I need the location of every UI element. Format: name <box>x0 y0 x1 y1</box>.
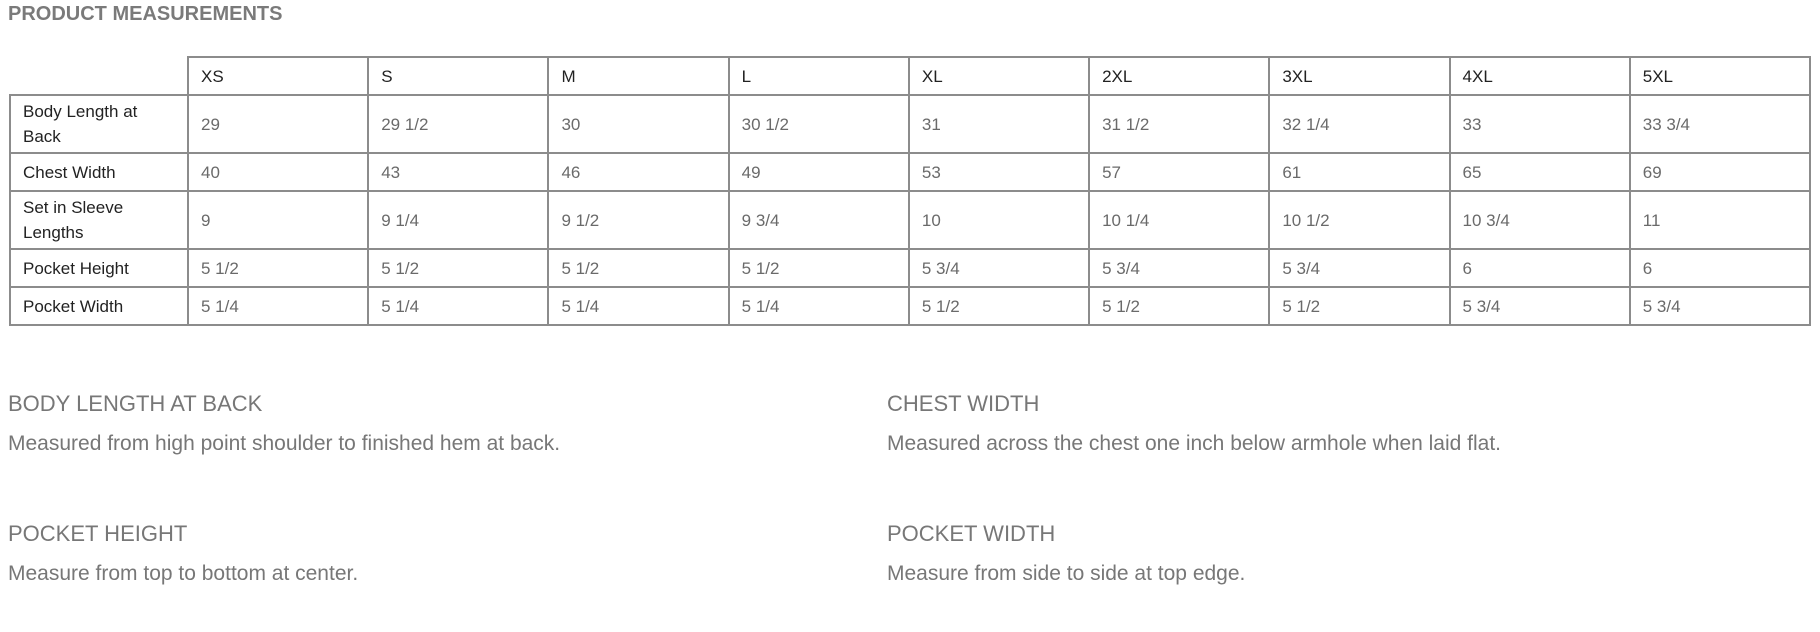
size-header-l: L <box>729 57 909 95</box>
size-header-2xl: 2XL <box>1089 57 1269 95</box>
table-cell: 10 <box>909 191 1089 249</box>
size-header-5xl: 5XL <box>1630 57 1810 95</box>
table-cell: 65 <box>1450 153 1630 191</box>
description-title: CHEST WIDTH <box>887 391 1040 416</box>
table-cell: 5 1/2 <box>188 249 368 287</box>
table-cell: 10 3/4 <box>1450 191 1630 249</box>
table-cell: 31 1/2 <box>1089 95 1269 153</box>
table-cell: 33 3/4 <box>1630 95 1810 153</box>
table-row-pocket-width <box>10 287 1810 325</box>
row-label: Set in Sleeve Lengths <box>10 191 188 249</box>
table-cell: 5 3/4 <box>1269 249 1449 287</box>
table-cell: 6 <box>1630 249 1810 287</box>
table-cell: 5 1/4 <box>548 287 728 325</box>
size-header-s: S <box>368 57 548 95</box>
table-cell: 5 3/4 <box>909 249 1089 287</box>
table-cell: 31 <box>909 95 1089 153</box>
table-cell: 40 <box>188 153 368 191</box>
size-header-row <box>10 57 1810 95</box>
table-cell: 10 1/4 <box>1089 191 1269 249</box>
table-cell: 61 <box>1269 153 1449 191</box>
table-cell: 5 1/2 <box>729 249 909 287</box>
table-cell: 5 1/2 <box>1269 287 1449 325</box>
table-cell: 29 <box>188 95 368 153</box>
table-cell: 9 <box>188 191 368 249</box>
description-title: POCKET HEIGHT <box>8 521 188 546</box>
size-header-4xl: 4XL <box>1450 57 1630 95</box>
table-cell: 5 1/2 <box>368 249 548 287</box>
table-cell: 5 1/2 <box>548 249 728 287</box>
table-cell: 30 <box>548 95 728 153</box>
row-label: Pocket Height <box>10 249 188 287</box>
table-cell: 9 1/2 <box>548 191 728 249</box>
description-text: Measure from top to bottom at center. <box>8 562 359 585</box>
table-cell: 5 3/4 <box>1089 249 1269 287</box>
description-text: Measure from side to side at top edge. <box>887 562 1246 585</box>
table-cell: 5 1/4 <box>188 287 368 325</box>
table-cell: 30 1/2 <box>729 95 909 153</box>
row-label: Pocket Width <box>10 287 188 325</box>
table-cell: 9 1/4 <box>368 191 548 249</box>
table-cell: 6 <box>1450 249 1630 287</box>
table-cell: 33 <box>1450 95 1630 153</box>
table-cell: 32 1/4 <box>1269 95 1449 153</box>
table-row-sleeve-length <box>10 191 1810 249</box>
table-cell: 5 1/2 <box>909 287 1089 325</box>
description-text: Measured from high point shoulder to finished hem at back. <box>8 432 561 455</box>
table-cell: 53 <box>909 153 1089 191</box>
page-title: PRODUCT MEASUREMENTS <box>8 3 283 25</box>
size-header-xs: XS <box>188 57 368 95</box>
table-cell: 10 1/2 <box>1269 191 1449 249</box>
table-corner-cell <box>10 57 188 95</box>
description-text: Measured across the chest one inch below armhole when laid flat. <box>887 432 1502 455</box>
size-header-xl: XL <box>909 57 1089 95</box>
description-chest-width <box>887 390 1747 458</box>
table-cell: 69 <box>1630 153 1810 191</box>
table-cell: 29 1/2 <box>368 95 548 153</box>
table-cell: 5 1/2 <box>1089 287 1269 325</box>
table-cell: 57 <box>1089 153 1269 191</box>
description-title: BODY LENGTH AT BACK <box>8 391 263 416</box>
table-cell: 49 <box>729 153 909 191</box>
table-cell: 46 <box>548 153 728 191</box>
table-row-body-length <box>10 95 1810 153</box>
table-cell: 9 3/4 <box>729 191 909 249</box>
size-header-3xl: 3XL <box>1269 57 1449 95</box>
size-header-m: M <box>548 57 728 95</box>
table-row-chest-width <box>10 153 1810 191</box>
row-label: Chest Width <box>10 153 188 191</box>
table-cell: 5 3/4 <box>1450 287 1630 325</box>
table-cell: 5 3/4 <box>1630 287 1810 325</box>
table-cell: 5 1/4 <box>368 287 548 325</box>
table-cell: 11 <box>1630 191 1810 249</box>
description-pocket-height <box>8 520 868 588</box>
description-body-length <box>8 390 868 458</box>
size-chart-table <box>9 56 1811 326</box>
table-row-pocket-height <box>10 249 1810 287</box>
description-title: POCKET WIDTH <box>887 521 1056 546</box>
row-label: Body Length at Back <box>10 95 188 153</box>
table-cell: 43 <box>368 153 548 191</box>
description-pocket-width <box>887 520 1747 588</box>
table-cell: 5 1/4 <box>729 287 909 325</box>
